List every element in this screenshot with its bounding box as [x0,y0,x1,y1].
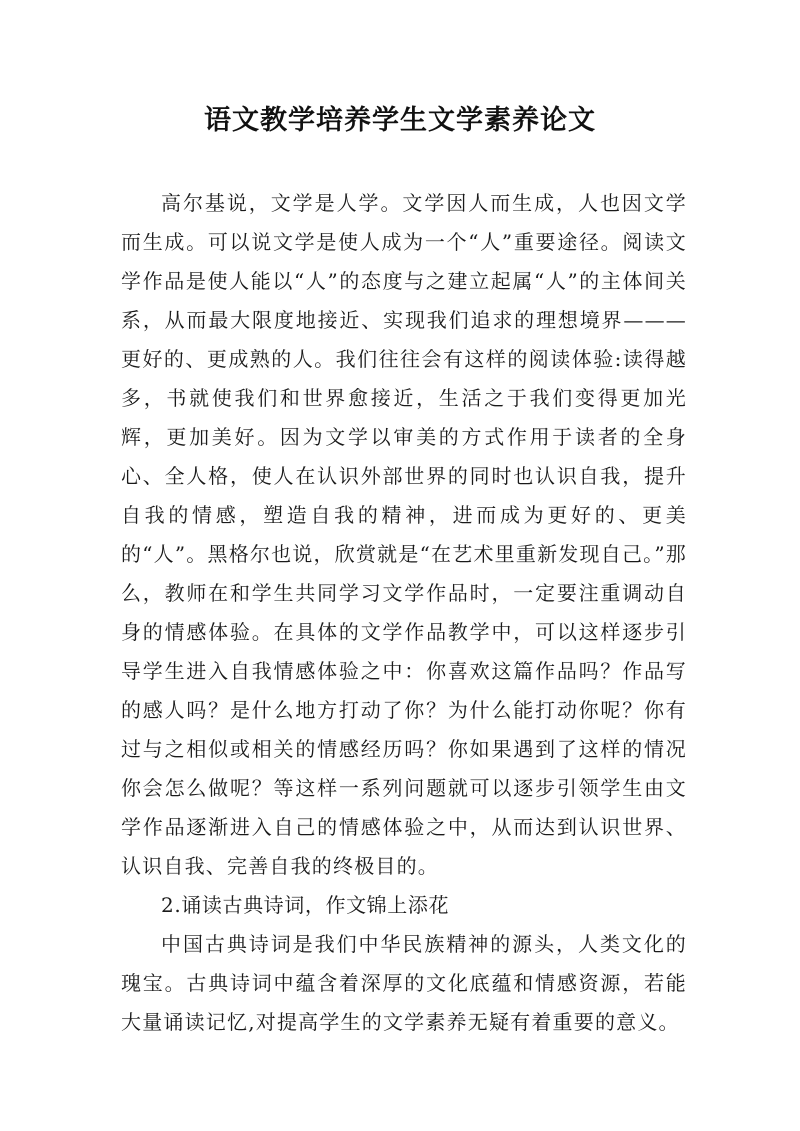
section-paragraph: 中国古典诗词是我们中华民族精神的源头，人类文化的瑰宝。古典诗词中蕴含着深厚的文化底蕴和情感资源，若能大量诵读记忆,对提高学生的文学素养无疑有着重要的意义。 [121,932,687,1034]
document-body [121,184,687,1042]
document-title: 语文教学培养学生文学素养论文 [204,105,596,136]
section-heading: 2.诵读古典诗词，作文锦上添花 [161,893,450,917]
body-paragraph: 高尔基说，文学是人学。文学因人而生成，人也因文学而生成。可以说文学是使人成为一个“人”重要途径。阅读文学作品是使人能以“人”的态度与之建立起属“人”的主体间关系，从而最大限度地接近、实现我们追求的理想境界———更好的、更成熟的人。我们往往会有这样的阅读体验:读得越多，书就使我们和世界愈接近，生活之于我们变得更加光辉，更加美好。因为文学以审美的方式作用于读者的全身心、全人格，使人在认识外部世界的同时也认识自我，提升自我的情感，塑造自我的精神，进而成为更好的、更美的“人”。黑格尔也说，欣赏就是“在艺术里重新发现自己。”那么，教师在和学生共同学习文学作品时，一定要注重调动自身的情感体验。在具体的文学作品教学中，可以这样逐步引导学生进入自我情感体验之中：你喜欢这篇作品吗？作品写的感人吗？是什么地方打动了你？为什么能打动你呢？你有过与之相似或相关的情感经历吗？你如果遇到了这样的情况你会怎么做呢？等这样一系列问题就可以逐步引领学生由文学作品逐渐进入自己的情感体验之中，从而达到认识世界、认识自我、完善自我的终极目的。 [121,191,687,878]
